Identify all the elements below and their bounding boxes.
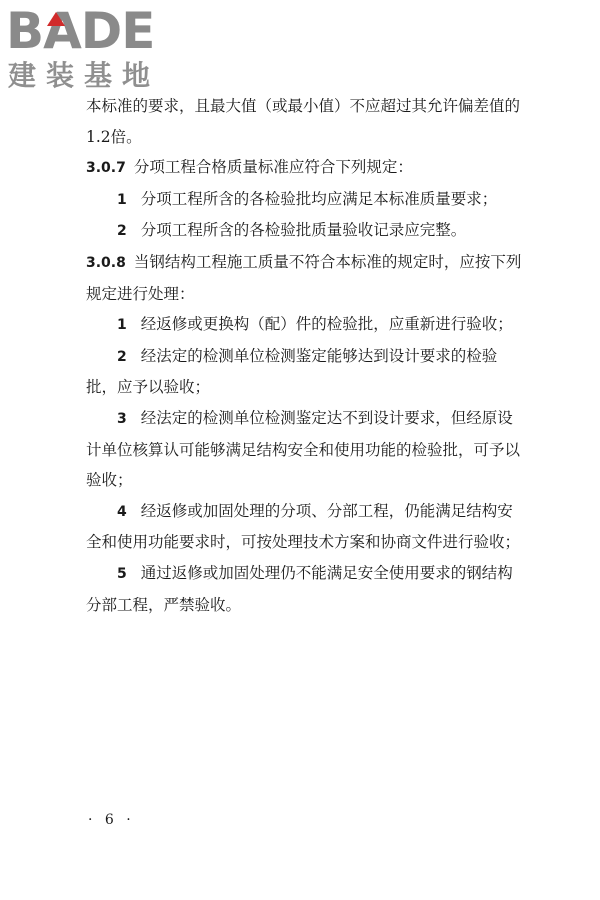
paragraph-continued: 本标准的要求，且最大值（或最小值）不应超过其允许偏差值的1.2倍。 [86,97,521,146]
item-number: 2 [117,348,127,365]
item-text: 经返修或更换构（配）件的检验批，应重新进行验收； [140,315,513,334]
clause-3-0-8-item-5 [86,558,526,620]
clause-3-0-7 [86,152,526,184]
clause-3-0-7-item-1 [86,184,526,216]
item-number: 3 [117,410,127,427]
logo-subtitle: 建装基地 [8,59,161,92]
item-number: 5 [117,565,127,582]
logo-wordmark: BADE [6,2,155,60]
item-number: 1 [117,191,127,208]
clause-text: 当钢结构工程施工质量不符合本标准的规定时，应按下列规定进行处理： [86,252,522,303]
logo [6,4,176,94]
item-text: 经法定的检测单位检测鉴定能够达到设计要求的检验批，应予以验收； [86,346,498,397]
item-text: 分项工程所含的各检验批质量验收记录应完整。 [140,221,467,240]
clause-3-0-7-item-2 [86,215,526,247]
clause-3-0-8-item-4 [86,496,526,558]
item-number: 1 [117,317,127,334]
item-text: 经法定的检测单位检测鉴定达不到设计要求，但经原设计单位核算认可能够满足结构安全和使用功能的检验批，可予以验收； [86,408,521,490]
item-text: 通过返修或加固处理仍不能满足安全使用要求的钢结构分部工程，严禁验收。 [86,563,513,614]
clause-3-0-8 [86,247,526,309]
page-number: · 6 · [88,812,135,828]
logo-red-triangle [47,12,65,26]
clause-number: 3.0.8 [86,254,126,271]
item-number: 2 [117,223,127,240]
clause-3-0-8-item-1 [86,309,526,341]
document-body [86,91,526,620]
item-text: 经返修或加固处理的分项、分部工程，仍能满足结构安全和使用功能要求时，可按处理技术方案和协商文件进行验收； [86,501,521,552]
item-text: 分项工程所含的各检验批均应满足本标准质量要求； [140,189,498,208]
clause-text: 分项工程合格质量标准应符合下列规定： [133,158,413,177]
clause-3-0-8-item-3 [86,403,526,496]
clause-3-0-8-item-2 [86,341,526,403]
item-number: 4 [117,503,127,520]
clause-number: 3.0.7 [86,160,126,177]
